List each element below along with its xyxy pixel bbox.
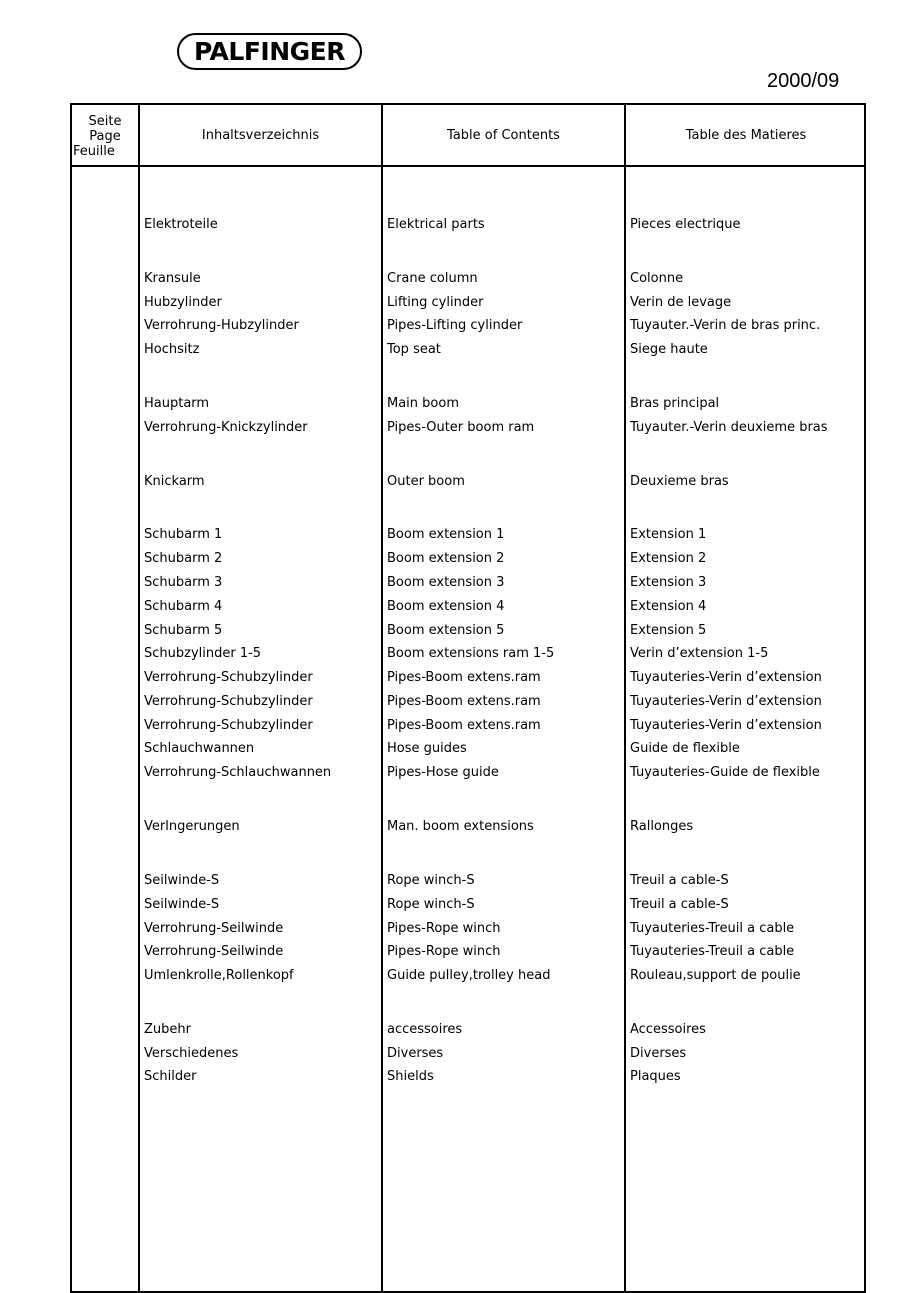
- row-fr-text: Deuxieme bras: [630, 474, 729, 489]
- french-column-header: Table des Matieres: [685, 127, 807, 143]
- row-fr-text: Tuyauteries-Treuil a cable: [630, 921, 795, 936]
- row-de-text: Schubarm 3: [144, 575, 223, 590]
- row-en-text: Pipes-Outer boom ram: [387, 420, 535, 435]
- row-en-text: Pipes-Rope winch: [387, 921, 501, 936]
- row-fr-text: Pieces electrique: [630, 217, 741, 232]
- row-en-text: Outer boom: [387, 474, 465, 489]
- row-fr-text: Tuyauteries-Guide de flexible: [630, 765, 820, 780]
- row-en-text: Elektrical parts: [387, 217, 485, 232]
- row-fr-text: Tuyauteries-Verin d’extension: [630, 694, 822, 709]
- german-column-header: Inhaltsverzeichnis: [201, 127, 320, 143]
- column-divider: [624, 105, 626, 1291]
- row-de-text: Hubzylinder: [144, 295, 222, 310]
- row-en-text: Diverses: [387, 1046, 444, 1061]
- page-column-header: [72, 114, 138, 159]
- row-de-text: Knickarm: [144, 474, 205, 489]
- row-en-text: Crane column: [387, 271, 478, 286]
- seite-label: Seite: [88, 114, 122, 129]
- row-de-text: Verrohrung-Schlauchwannen: [144, 765, 332, 780]
- row-fr-text: Treuil a cable-S: [630, 897, 729, 912]
- document-date: 2000/09: [767, 70, 840, 92]
- row-fr-text: Extension 5: [630, 623, 707, 638]
- row-fr-text: Plaques: [630, 1069, 681, 1084]
- row-en-text: Rope winch-S: [387, 897, 475, 912]
- row-fr-text: Accessoires: [630, 1022, 706, 1037]
- row-de-text: Verrohrung-Seilwinde: [144, 944, 284, 959]
- row-fr-text: Tuyauter.-Verin de bras princ.: [630, 318, 821, 333]
- row-en-text: Boom extension 4: [387, 599, 505, 614]
- contents-table: [70, 103, 866, 1293]
- row-fr-text: Extension 2: [630, 551, 707, 566]
- row-fr-text: Tuyauteries-Verin d’extension: [630, 718, 822, 733]
- row-de-text: Verrohrung-Hubzylinder: [144, 318, 299, 333]
- row-en-text: Main boom: [387, 396, 459, 411]
- row-de-text: Schubarm 4: [144, 599, 223, 614]
- row-de-text: Schubarm 5: [144, 623, 223, 638]
- row-en-text: Hose guides: [387, 741, 467, 756]
- row-en-text: Guide pulley,trolley head: [387, 968, 551, 983]
- row-de-text: Seilwinde-S: [144, 897, 220, 912]
- row-de-text: Elektroteile: [144, 217, 218, 232]
- row-en-text: Boom extension 5: [387, 623, 505, 638]
- page-label: Page: [89, 129, 121, 144]
- row-en-text: accessoires: [387, 1022, 463, 1037]
- row-en-text: Pipes-Hose guide: [387, 765, 499, 780]
- row-en-text: Man. boom extensions: [387, 819, 534, 834]
- row-de-text: Seilwinde-S: [144, 873, 220, 888]
- row-de-text: Schubarm 2: [144, 551, 223, 566]
- row-de-text: Schubzylinder 1-5: [144, 646, 262, 661]
- row-fr-text: Verin d’extension 1-5: [630, 646, 769, 661]
- row-en-text: Boom extension 1: [387, 527, 505, 542]
- row-de-text: Schubarm 1: [144, 527, 223, 542]
- row-fr-text: Extension 1: [630, 527, 707, 542]
- row-en-text: Pipes-Boom extens.ram: [387, 670, 541, 685]
- row-de-text: Verrohrung-Knickzylinder: [144, 420, 308, 435]
- row-fr-text: Guide de flexible: [630, 741, 740, 756]
- row-en-text: Lifting cylinder: [387, 295, 484, 310]
- column-divider: [138, 105, 140, 1291]
- row-fr-text: Verin de levage: [630, 295, 732, 310]
- row-en-text: Boom extension 3: [387, 575, 505, 590]
- row-en-text: Pipes-Lifting cylinder: [387, 318, 523, 333]
- row-de-text: Hauptarm: [144, 396, 210, 411]
- row-fr-text: Extension 4: [630, 599, 707, 614]
- row-de-text: Umlenkrolle,Rollenkopf: [144, 968, 294, 983]
- row-de-text: Schlauchwannen: [144, 741, 255, 756]
- row-de-text: Verrohrung-Schubzylinder: [144, 670, 313, 685]
- row-fr-text: Tuyauteries-Verin d’extension: [630, 670, 822, 685]
- row-de-text: Verschiedenes: [144, 1046, 239, 1061]
- row-de-text: Verrohrung-Seilwinde: [144, 921, 284, 936]
- row-de-text: Verrohrung-Schubzylinder: [144, 694, 313, 709]
- row-en-text: Pipes-Boom extens.ram: [387, 718, 541, 733]
- row-de-text: Kransule: [144, 271, 201, 286]
- row-fr-text: Colonne: [630, 271, 684, 286]
- row-en-text: Shields: [387, 1069, 434, 1084]
- row-de-text: Zubehr: [144, 1022, 191, 1037]
- row-fr-text: Tuyauteries-Treuil a cable: [630, 944, 795, 959]
- row-de-text: Schilder: [144, 1069, 197, 1084]
- row-en-text: Pipes-Rope winch: [387, 944, 501, 959]
- header-divider: [72, 165, 864, 167]
- row-fr-text: Rallonges: [630, 819, 694, 834]
- row-fr-text: Diverses: [630, 1046, 687, 1061]
- feuille-label: Feuille: [73, 144, 115, 159]
- english-column-header: Table of Contents: [447, 127, 560, 143]
- column-divider: [381, 105, 383, 1291]
- row-de-text: Verrohrung-Schubzylinder: [144, 718, 313, 733]
- row-en-text: Pipes-Boom extens.ram: [387, 694, 541, 709]
- row-en-text: Boom extensions ram 1-5: [387, 646, 555, 661]
- row-fr-text: Bras principal: [630, 396, 720, 411]
- row-fr-text: Siege haute: [630, 342, 708, 357]
- row-en-text: Top seat: [387, 342, 441, 357]
- row-fr-text: Tuyauter.-Verin deuxieme bras: [630, 420, 828, 435]
- row-en-text: Boom extension 2: [387, 551, 505, 566]
- row-en-text: Rope winch-S: [387, 873, 475, 888]
- row-fr-text: Treuil a cable-S: [630, 873, 729, 888]
- row-de-text: Verlngerungen: [144, 819, 240, 834]
- row-fr-text: Rouleau,support de poulie: [630, 968, 801, 983]
- row-fr-text: Extension 3: [630, 575, 707, 590]
- row-de-text: Hochsitz: [144, 342, 200, 357]
- palfinger-logo: PALFINGER: [177, 33, 362, 70]
